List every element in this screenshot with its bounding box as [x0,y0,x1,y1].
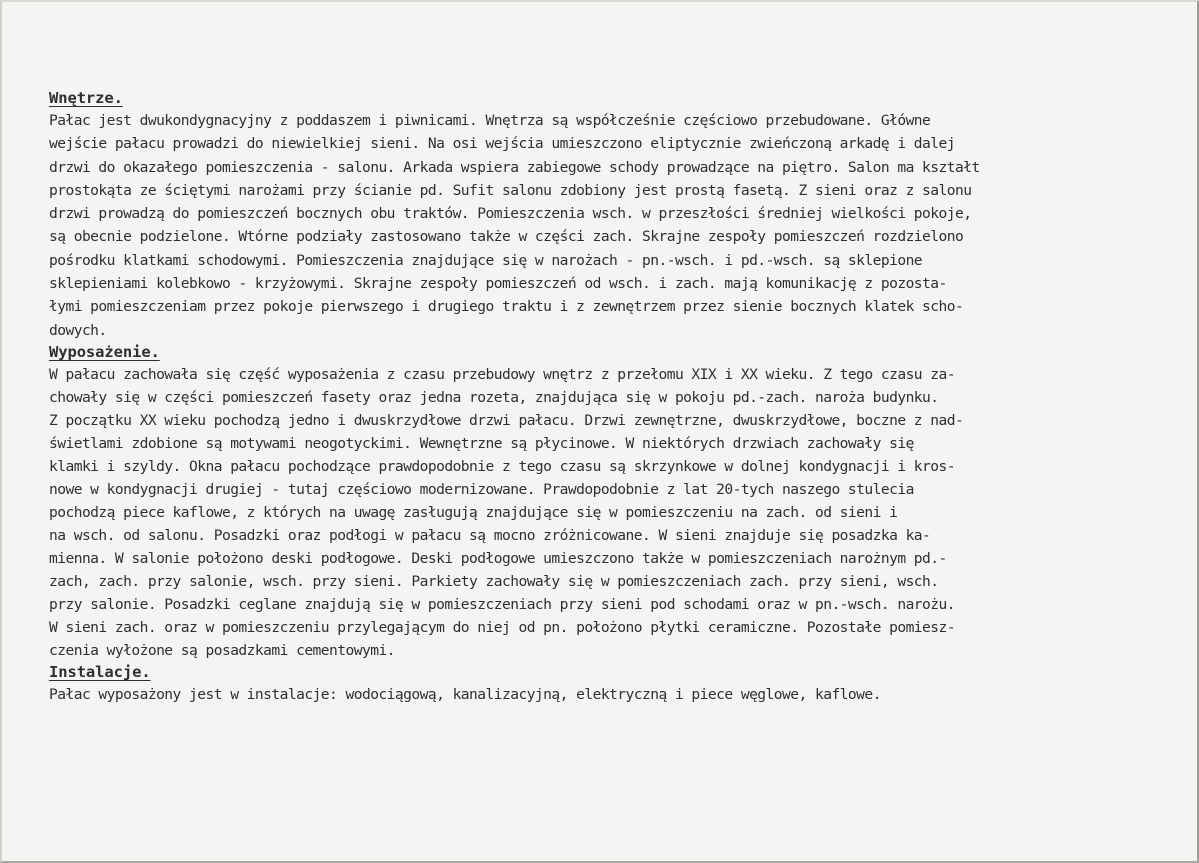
text-line: chowały się w części pomieszczeń fasety oraz jedna rozeta, znajdująca się w pokoju pd.-zach. naroża budynku. [49,388,939,406]
text-line: na wsch. od salonu. Posadzki oraz podłogi w pałacu są mocno zróżnicowane. W sieni znajduje się posadzka ka- [49,526,931,544]
text-line: drzwi prowadzą do pomieszczeń bocznych obu traktów. Pomieszczenia wsch. w przeszłości średniej wielkości pokoje, [49,205,972,223]
text-line: pośrodku klatkami schodowymi. Pomieszczenia znajdujące się w narożach - pn.-wsch. i pd.-wsch. są sklepione [49,251,923,269]
section-text [49,683,1193,707]
text-line: nowe w kondygnacji drugiej - tutaj częściowo modernizowane. Prawdopodobnie z lat 20-tych naszego stulecia [49,480,914,498]
section-wnetrze [49,88,1193,342]
text-line: W sieni zach. oraz w pomieszczeniu przylegającym do niej od pn. położono płytki ceramiczne. Pozostałe pomiesz- [49,618,955,636]
section-wyposazenie [49,342,1193,662]
text-line: świetlami zdobione są motywami neogotyckimi. Wewnętrzne są płycinowe. W niektórych drzwiach zachowały się [49,434,914,452]
text-line: Z początku XX wieku pochodzą jedno i dwuskrzydłowe drzwi pałacu. Drzwi zewnętrzne, dwuskrzydłowe, boczne z nad- [49,411,964,429]
text-line: klamki i szyldy. Okna pałacu pochodzące prawdopodobnie z tego czasu są skrzynkowe w dolnej kondygnacji i kros- [49,457,955,475]
text-line: wejście pałacu prowadzi do niewielkiej sieni. Na osi wejścia umieszczono eliptycznie zwieńczoną arkadę i dalej [49,135,955,153]
section-heading [49,342,1193,363]
text-line: zach, zach. przy salonie, wsch. przy sieni. Parkiety zachowały się w pomieszczeniach zach. przy sieni, wsch. [49,572,939,590]
heading-text: Wyposażenie. [49,342,160,361]
heading-text: Wnętrze. [49,89,123,107]
text-line: prostokąta ze ściętymi narożami przy ścianie pd. Sufit salonu zdobiony jest prostą fasetą. Z sieni oraz z salonu [49,181,972,199]
text-line: pochodzą piece kaflowe, z których na uwagę zasługują znajdujące się w pomieszczeniu na zach. od sieni i [49,503,898,521]
section-heading [49,662,1193,683]
text-line: czenia wyłożone są posadzkami cementowymi. [49,641,395,659]
text-line: drzwi do okazałego pomieszczenia - salonu. Arkada wspiera zabiegowe schody prowadzące na piętro. Salon ma kształt [49,158,980,176]
heading-text: Instalacje. [49,662,151,681]
text-line: są obecnie podzielone. Wtórne podziały zastosowano także w części zach. Skrajne zespoły pomieszczeń rozdzielono [49,228,964,246]
document-body [49,88,1193,707]
text-line: łymi pomieszczeniam przez pokoje pierwszego i drugiego traktu i z zewnętrzem przez sienie bocznych klatek scho- [49,298,964,316]
text-line: sklepieniami kolebkowo - krzyżowymi. Skrajne zespoły pomieszczeń od wsch. i zach. mają komunikację z pozosta- [49,275,947,293]
text-line: mienna. W salonie położono deski podłogowe. Deski podłogowe umieszczono także w pomieszczeniach narożnym pd.- [49,549,947,567]
section-text [49,363,1193,662]
text-line: przy salonie. Posadzki ceglane znajdują się w pomieszczeniach przy sieni pod schodami oraz w pn.-wsch. narożu. [49,595,955,613]
section-instalacje [49,662,1193,707]
text-line: Pałac jest dwukondygnacyjny z poddaszem i piwnicami. Wnętrza są współcześnie częściowo przebudowane. Główne [49,112,931,129]
text-line: W pałacu zachowała się część wyposażenia z czasu przebudowy wnętrz z przełomu XIX i XX wieku. Z tego czasu za- [49,365,955,383]
text-line: dowych. [49,321,107,339]
section-heading [49,88,1193,109]
text-line: Pałac wyposażony jest w instalacje: wodociągową, kanalizacyjną, elektryczną i piece węglowe, kaflowe. [49,685,881,703]
section-text [49,109,1193,342]
